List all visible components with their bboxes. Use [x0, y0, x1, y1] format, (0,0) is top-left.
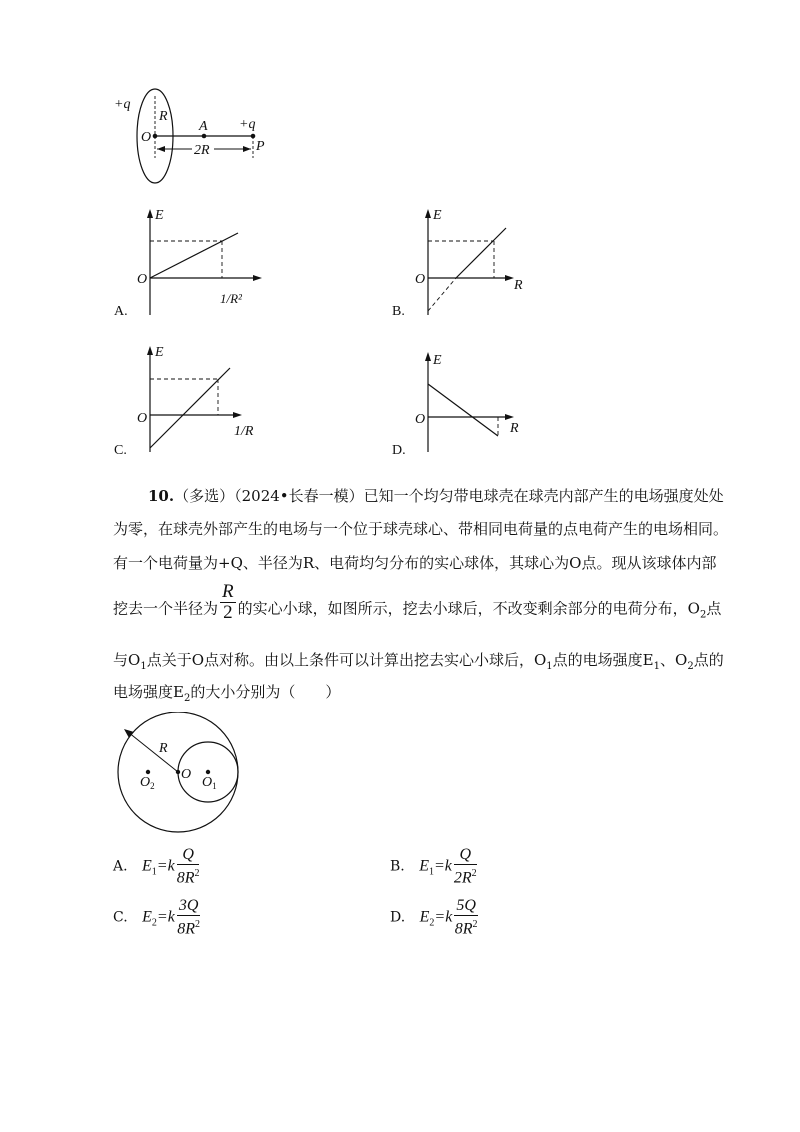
question-line-6: 电场强度$E_2$的大小分别为（ ） [113, 683, 341, 704]
graph-option-d [388, 342, 548, 462]
sphere-o-label: O [181, 767, 192, 782]
graph-d-y-label: E [433, 353, 442, 368]
question-line-5: 与$O_1$点关于O点对称。由以上条件可以计算出挖去实心小球后，$O_1$点的电场强度$E_1$、$O_2$点的 [113, 651, 724, 672]
graph-option-c [110, 342, 270, 462]
graph-a-y-arrow [147, 209, 153, 218]
distance-label: 2R [194, 143, 210, 158]
point-o-label: O [141, 130, 152, 145]
answer-option-d[interactable] [390, 897, 480, 938]
point-o-dot [153, 134, 158, 139]
question-number: 10. [148, 487, 175, 505]
answer-option-c[interactable] [113, 897, 202, 938]
answer-b-formula: $E_1=k$ $\frac{Q}{2R^2}$ [419, 846, 477, 887]
ring-charge-figure [105, 88, 295, 188]
distance-arrow-right-head [243, 146, 251, 152]
answer-b-letter: B. [390, 858, 405, 875]
question-tag: （多选）（2024•长春一模） [174, 487, 364, 505]
answer-a-formula: $E_1=k$ $\frac{Q}{8R^2}$ [142, 846, 200, 887]
radius-arrow-head [124, 729, 134, 738]
point-charge-label: +q [239, 117, 256, 132]
graph-a-letter: A. [114, 304, 128, 319]
graph-d-x-label: R [510, 421, 519, 436]
graph-b-origin: O [415, 272, 426, 287]
center-o-dot [176, 770, 180, 774]
graph-b-y-arrow [425, 209, 431, 218]
sphere-o1-label: $O_1$ [202, 775, 217, 791]
graph-d-line [428, 384, 498, 436]
graph-a-x-label: 1/R² [220, 291, 242, 306]
graph-c-x-arrow [233, 412, 242, 418]
point-a-label: A [199, 119, 208, 134]
distance-arrow-left-head [157, 146, 165, 152]
radius-arrow-line [128, 732, 178, 772]
answer-c-formula: $E_2=k$ $\frac{3Q}{8R^2}$ [142, 897, 200, 938]
graph-c-x-label: 1/R [234, 424, 254, 439]
answer-option-a[interactable] [113, 846, 201, 887]
answer-c-letter: C. [113, 909, 128, 926]
question-text-1: 已知一个均匀带电球壳在球壳内部产生的电场强度处处 [363, 487, 724, 505]
center-o1-dot [206, 770, 210, 774]
question-text-4a: 挖去一个半径为 [113, 599, 219, 618]
graph-a-origin: O [137, 272, 148, 287]
graph-d-origin: O [415, 412, 426, 427]
sphere-o2-label: $O_2$ [140, 775, 155, 791]
graph-c-y-label: E [155, 345, 164, 360]
answer-a-letter: A. [113, 858, 128, 875]
graph-b-line-dashed [428, 278, 456, 311]
graph-a-x-arrow [253, 275, 262, 281]
sphere-radius-label: R [159, 741, 168, 756]
question-line-1 [148, 486, 724, 506]
question-text-4b: 的实心小球，如图所示，挖去小球后，不改变剩余部分的电荷分布，O [237, 599, 700, 618]
graph-c-y-arrow [147, 346, 153, 355]
center-o2-dot [146, 770, 150, 774]
fraction-denominator: 2 [223, 602, 233, 623]
graph-b-x-arrow [505, 275, 514, 281]
graph-b-y-label: E [433, 208, 442, 223]
question-line-2: 为零，在球壳外部产生的电场与一个位于球壳球心、带相同电荷量的点电荷产生的电场相同。 [113, 520, 729, 538]
graph-b-x-label: R [514, 278, 523, 293]
graph-d-x-arrow [505, 414, 514, 420]
radius-fraction [220, 582, 236, 623]
answer-option-b[interactable] [390, 846, 479, 887]
ring-radius-label: R [159, 109, 168, 124]
graph-d-letter: D. [392, 443, 406, 458]
answer-d-formula: $E_2=k$ $\frac{5Q}{8R^2}$ [419, 897, 478, 938]
question-line-4: 挖去一个半径为 $\frac{R}{2}$ 的实心小球，如图所示，挖去小球后，不改变剩余部分的电荷分布，$O_2$点 [113, 581, 722, 623]
graph-c-letter: C. [114, 443, 127, 458]
graph-a-y-label: E [155, 208, 164, 223]
ring-charge-label: +q [114, 97, 131, 112]
graph-a-line [150, 233, 238, 278]
graph-option-a [110, 205, 270, 325]
graph-c-origin: O [137, 411, 148, 426]
point-a-dot [202, 134, 207, 139]
answer-d-letter: D. [390, 909, 406, 926]
point-p-label: P [256, 139, 265, 154]
graph-b-letter: B. [392, 304, 405, 319]
graph-b-line [456, 228, 506, 278]
graph-option-b [388, 205, 548, 325]
question-line-3: 有一个电荷量为+Q、半径为R、电荷均匀分布的实心球体，其球心为O点。现从该球体内部 [113, 554, 717, 572]
graph-d-y-arrow [425, 352, 431, 361]
fraction-numerator: R [222, 581, 234, 602]
hollowed-sphere-figure [108, 712, 248, 837]
